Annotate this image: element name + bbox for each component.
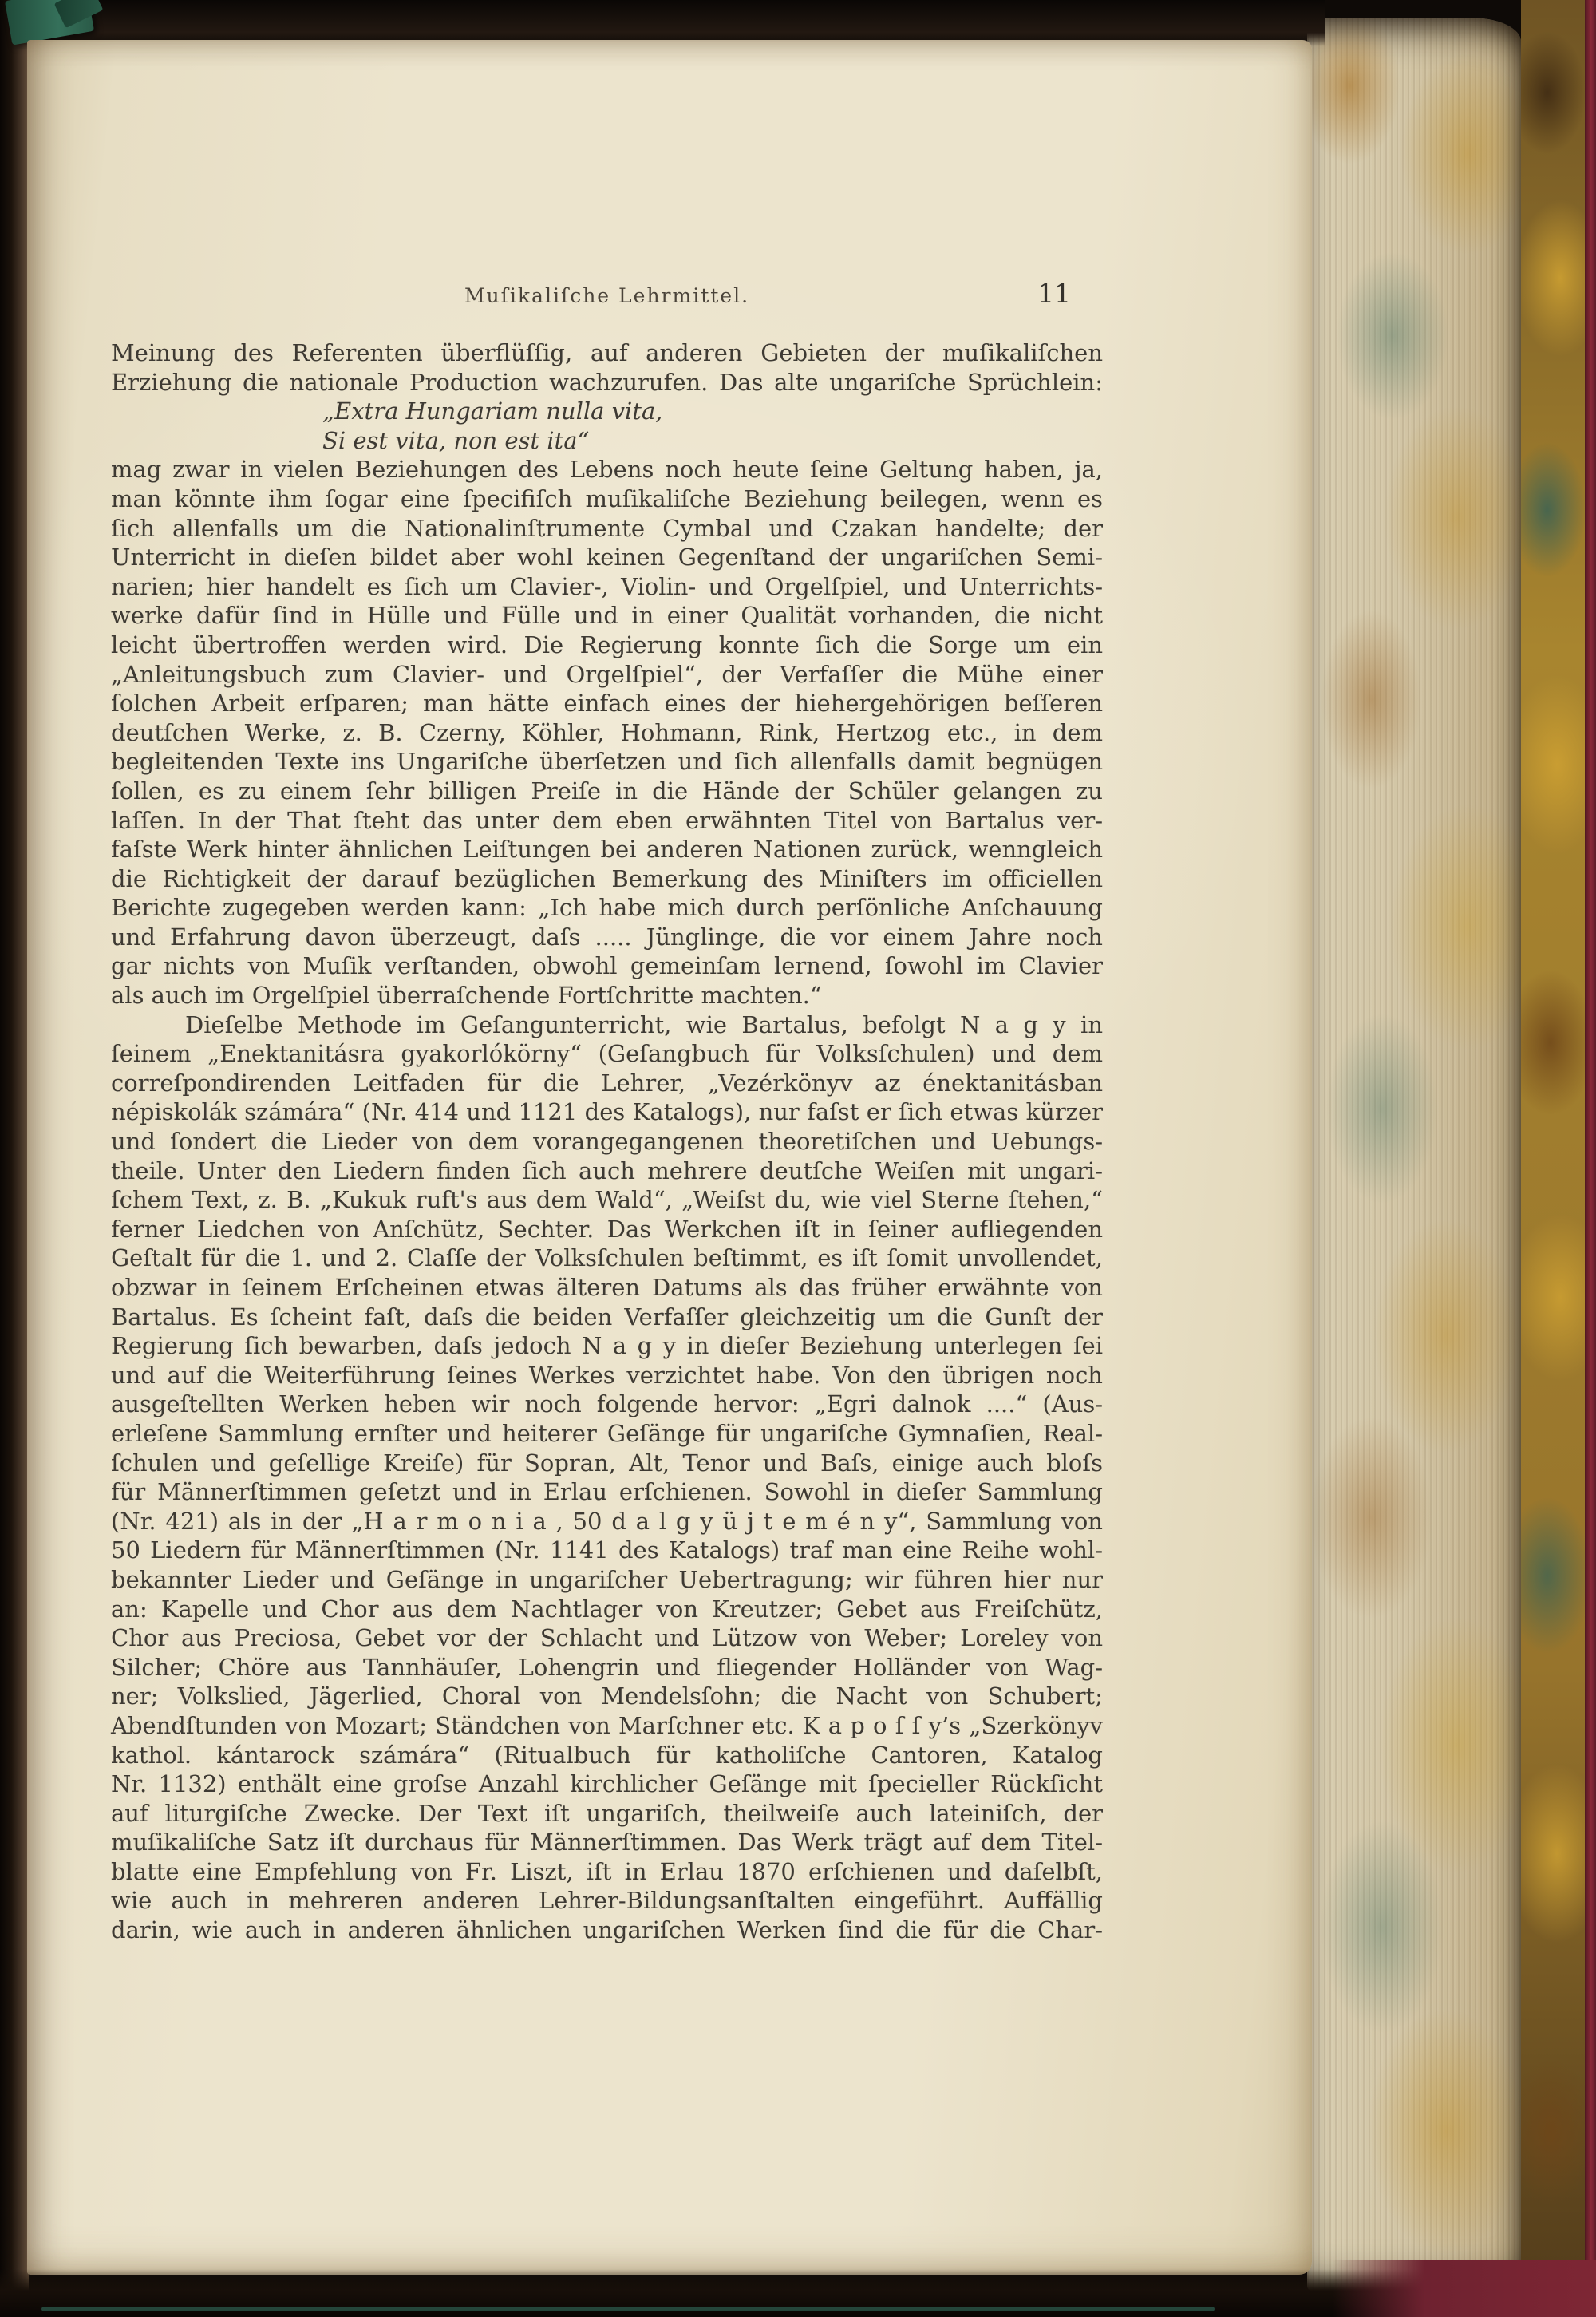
text-line: Chor aus Preciosa, Gebet vor der Schlacht und Lützow von Weber; Loreley von <box>111 1624 1103 1652</box>
text-line: ner; Volkslied, Jägerlied, Choral von Mendelsſohn; die Nacht von Schubert; <box>111 1682 1103 1710</box>
text-line: ſeinem „Enektanitásra gyakorlókörny“ (Geſangbuch für Volksſchulen) und dem <box>111 1040 1103 1068</box>
text-line: und auf die Weiterführung ſeines Werkes verzichtet habe. Von den übrigen noch <box>111 1361 1103 1389</box>
text-line: 50 Liedern für Männerſtimmen (Nr. 1141 des Katalogs) traf man eine Reihe wohl- <box>111 1536 1103 1564</box>
text-line: und ſondert die Lieder von dem vorangegangenen theoretiſchen und Uebungs- <box>111 1128 1103 1156</box>
text-line: Regierung ſich bewarben, daſs jedoch N a g y in dieſer Beziehung unterlegen ſei <box>111 1332 1103 1360</box>
text-line: Nr. 1132) enthält eine groſse Anzahl kirchlicher Geſänge mit ſpecieller Rückſicht <box>111 1770 1103 1798</box>
text-line: darin, wie auch in anderen ähnlichen ungariſchen Werken ſind die für die Char- <box>111 1916 1103 1944</box>
text-line: ferner Liedchen von Anſchütz, Sechter. Das Werkchen iſt in ſeiner aufliegenden <box>111 1215 1103 1243</box>
text-line: erleſene Sammlung ernſter und heiterer Geſänge für ungariſche Gymnaſien, Real- <box>111 1419 1103 1447</box>
text-line: ſollen, es zu einem ſehr billigen Preiſe in die Hände der Schüler gelangen zu <box>111 777 1103 805</box>
text-line: Unterricht in dieſen bildet aber wohl keinen Gegenſtand der ungariſchen Semi- <box>111 544 1103 571</box>
text-line: bekannter Lieder und Geſänge in ungariſcher Uebertragung; wir führen hier nur <box>111 1565 1103 1593</box>
text-line: laſſen. In der That ſteht das unter dem eben erwähnten Titel von Bartalus ver- <box>111 806 1103 834</box>
text-line: Bartalus. Es ſcheint faſt, daſs die beiden Verfaſſer gleichzeitig um die Gunſt der <box>111 1303 1103 1330</box>
text-line: népiskolák számára“ (Nr. 414 und 1121 des Katalogs), nur faſst er ſich etwas kürzer <box>111 1098 1103 1126</box>
text-line: Silcher; Chöre aus Tannhäuſer, Lohengrin und fliegender Holländer von Wag- <box>111 1653 1103 1681</box>
text-line: und Erfahrung davon überzeugt, daſs ..... Jünglinge, die vor einem Jahre noch <box>111 923 1103 951</box>
running-title: Muſikaliſche Lehrmittel. <box>464 284 750 307</box>
text-line: kathol. kántarock számára“ (Ritualbuch für katholiſche Cantoren, Katalog <box>111 1741 1103 1769</box>
text-line: „Anleitungsbuch zum Clavier- und Orgelſpiel“, der Verfaſſer die Mühe einer <box>111 660 1103 688</box>
marbled-cover <box>1521 0 1586 2317</box>
text-line: wie auch in mehreren anderen Lehrer-Bildungsanſtalten eingeführt. Auffällig <box>111 1887 1103 1915</box>
text-line: ſolchen Arbeit erſparen; man hätte einfach eines der hiehergehörigen beſſeren <box>111 690 1103 718</box>
text-line: Meinung des Referenten überflüſſig, auf anderen Gebieten der muſikaliſchen <box>111 339 1103 366</box>
text-line: ſich allenfalls um die Nationalinſtrumente Cymbal und Czakan handelte; der <box>111 514 1103 542</box>
second-paragraph <box>111 1010 1103 1945</box>
bottom-maroon-corner <box>1333 2260 1596 2317</box>
text-line: correſpondirenden Leitfaden für die Lehrer, „Vezérkönyv az énektanitásban <box>111 1069 1103 1097</box>
text-line: leicht übertroffen werden wird. Die Regierung konnte ſich die Sorge um ein <box>111 631 1103 658</box>
book-spine <box>0 0 29 2317</box>
text-line: gar nichts von Muſik verſtanden, obwohl gemeinſam lernend, ſowohl im Clavier <box>111 952 1103 980</box>
text-line: ausgeſtellten Werken heben wir noch folgende hervor: „Egri dalnok ....“ (Aus- <box>111 1390 1103 1418</box>
text-line: man könnte ihm ſogar eine ſpecifiſch muſikaliſche Beziehung beilegen, wenn es <box>111 484 1103 512</box>
text-line: narien; hier handelt es ſich um Clavier-, Violin- und Orgelſpiel, und Unterrichts- <box>111 572 1103 600</box>
text-line: muſikaliſche Satz iſt durchaus für Männerſtimmen. Das Werk trägt auf dem Titel- <box>111 1829 1103 1856</box>
latin-verse-quote <box>111 397 1103 455</box>
text-line: theile. Unter den Liedern finden ſich auch mehrere deutſche Weiſen mit ungari- <box>111 1157 1103 1184</box>
text-line: faſste Werk hinter ähnlichen Leiſtungen bei anderen Nationen zurück, wenngleich <box>111 836 1103 864</box>
text-line: (Nr. 421) als in der „H a r m o n i a , 50 d a l g y ü j t e m é n y“, Sammlung von <box>111 1507 1103 1535</box>
text-line: mag zwar in vielen Beziehungen des Lebens noch heute ſeine Geltung haben, ja, <box>111 456 1103 484</box>
text-line: „Extra Hungariam nulla vita, <box>322 397 663 425</box>
book-page <box>27 40 1312 2275</box>
text-line: Abendſtunden von Mozart; Ständchen von Marſchner etc. K a p o ſ ſ y’s „Szerkönyv <box>111 1711 1103 1739</box>
cover-maroon-edge <box>1585 0 1596 2317</box>
opening-paragraph-continuation <box>111 455 1103 1010</box>
bottom-teal-accent <box>41 2307 1215 2311</box>
page-number: 11 <box>1037 278 1071 309</box>
text-line: begleitenden Texte ins Ungariſche überſetzen und ſich allenfalls damit begnügen <box>111 748 1103 776</box>
page-header <box>111 278 1103 313</box>
text-line: ſchulen und geſellige Kreiſe) für Sopran, Alt, Tenor und Baſs, einige auch bloſs <box>111 1449 1103 1477</box>
text-line: Geſtalt für die 1. und 2. Claſſe der Volksſchulen beſtimmt, es iſt ſomit unvollendet, <box>111 1244 1103 1272</box>
text-line: obzwar in ſeinem Erſcheinen etwas älteren Datums als das früher erwähnte von <box>111 1274 1103 1301</box>
text-line: für Männerſtimmen geſetzt und in Erlau erſchienen. Sowohl in dieſer Sammlung <box>111 1478 1103 1506</box>
text-line: deutſchen Werke, z. B. Czerny, Köhler, Hohmann, Rink, Hertzog etc., in dem <box>111 718 1103 746</box>
text-line: Dieſelbe Methode im Geſangunterricht, wie Bartalus, befolgt N a g y in <box>185 1010 1103 1038</box>
text-line: ſchem Text, z. B. „Kukuk ruft's aus dem Wald“, „Weiſst du, wie viel Sterne ſtehen,“ <box>111 1186 1103 1214</box>
text-line: als auch im Orgelſpiel überraſchende Fortſchritte machten.“ <box>111 982 822 1010</box>
body-text <box>111 338 1103 1945</box>
text-line: blatte eine Empfehlung von Fr. Liszt, iſt in Erlau 1870 erſchienen und daſelbſt, <box>111 1857 1103 1885</box>
text-line: an: Kapelle und Chor aus dem Nachtlager von Kreutzer; Gebet aus Freiſchütz, <box>111 1595 1103 1623</box>
page-block-fore-edge <box>1307 18 1521 2291</box>
text-line: Berichte zugegeben werden kann: „Ich habe mich durch perſönliche Anſchauung <box>111 894 1103 922</box>
text-line: Si est vita, non est ita“ <box>322 426 590 454</box>
text-line: werke dafür ſind in Hülle und Fülle und in einer Qualität vorhanden, die nicht <box>111 602 1103 630</box>
opening-paragraph <box>111 338 1103 397</box>
text-line: Erziehung die nationale Production wachzurufen. Das alte ungariſche Sprüchlein: <box>111 368 1103 396</box>
text-line: auf liturgiſche Zwecke. Der Text iſt ungariſch, theilweiſe auch lateiniſch, der <box>111 1799 1103 1827</box>
text-line: die Richtigkeit der darauf bezüglichen Bemerkung des Miniſters im officiellen <box>111 864 1103 892</box>
